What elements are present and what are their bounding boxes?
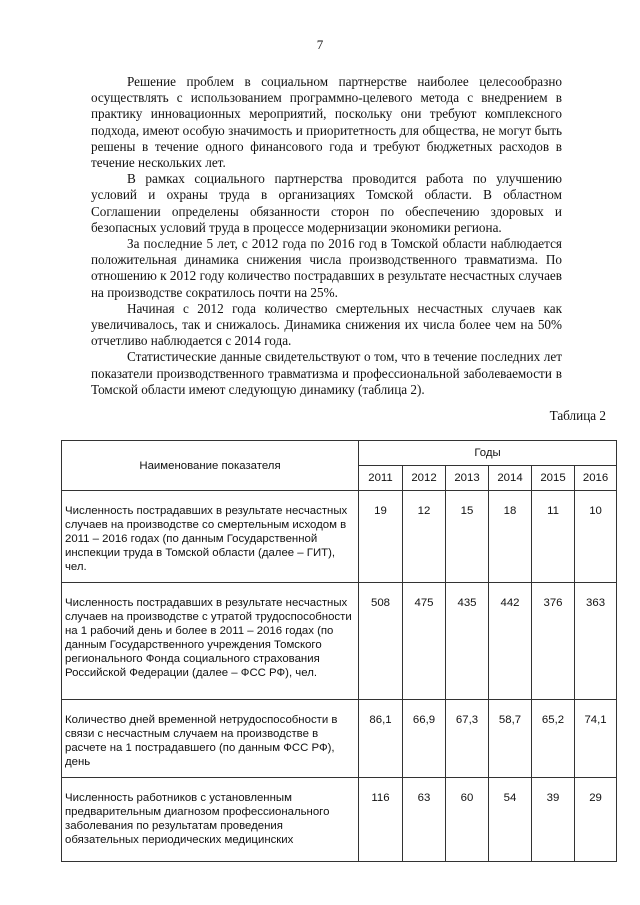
page-number: 7 (316, 37, 324, 52)
year-cell: 2015 (532, 466, 575, 491)
value-cell: 74,1 (575, 700, 617, 778)
value-cell: 11 (532, 491, 575, 583)
value-cell: 86,1 (359, 700, 403, 778)
value-cell: 65,2 (532, 700, 575, 778)
value-cell: 58,7 (489, 700, 532, 778)
value-cell: 363 (575, 583, 617, 700)
table-header-row (62, 441, 617, 466)
value-cell: 66,9 (403, 700, 446, 778)
value-cell: 475 (403, 583, 446, 700)
row-name: Количество дней временной нетрудоспособности в связи с несчастным случаем на производстве в расчете на 1 пострадавшего (по данным ФСС РФ), день (62, 700, 359, 778)
value-cell: 18 (489, 491, 532, 583)
paragraph: Статистические данные свидетельствуют о том, что в течение последних лет показатели производственного травматизма и профессиональной заболеваемости в Томской области имеют следующую динамику (таблица 2). (91, 349, 562, 397)
year-cell: 2011 (359, 466, 403, 491)
row-name: Численность пострадавших в результате несчастных случаев на производстве со смертельным исходом в 2011 – 2016 годах (по данным Государственной инспекции труда в Томской области (далее – ГИТ), чел. (62, 491, 359, 583)
header-years: Годы (359, 441, 617, 466)
value-cell: 39 (532, 778, 575, 862)
table-row (62, 700, 617, 778)
value-cell: 12 (403, 491, 446, 583)
value-cell: 60 (446, 778, 489, 862)
value-cell: 435 (446, 583, 489, 700)
value-cell: 442 (489, 583, 532, 700)
value-cell: 29 (575, 778, 617, 862)
paragraph: За последние 5 лет, с 2012 года по 2016 год в Томской области наблюдается положительная динамика снижения числа производственного травматизма. По отношению к 2012 году количество пострадавших в результате несчастных случаев на производстве сократилось почти на 25%. (91, 236, 562, 300)
row-name: Численность работников с установленным предварительным диагнозом профессионального заболевания по результатам проведения обязательных периодических медицинских (62, 778, 359, 862)
paragraph: Решение проблем в социальном партнерстве наиболее целесообразно осуществлять с использованием программно-целевого метода с внедрением в практику инновационных мероприятий, поскольку они требуют комплексного подхода, имеют особую значимость и приоритетность для общества, не могут быть решены в течение одного финансового года и требуют бюджетных расходов в течение нескольких лет. (91, 74, 562, 171)
year-cell: 2013 (446, 466, 489, 491)
value-cell: 508 (359, 583, 403, 700)
row-name: Численность пострадавших в результате несчастных случаев на производстве с утратой трудоспособности на 1 рабочий день и более в 2011 – 2016 годах (по данным Государственного учреждения Томского регионального Фонда социального страхования Российской Федерации (далее – ФСС РФ), чел. (62, 583, 359, 700)
table-row (62, 778, 617, 862)
value-cell: 116 (359, 778, 403, 862)
value-cell: 15 (446, 491, 489, 583)
paragraph: Начиная с 2012 года количество смертельных несчастных случаев как увеличивалось, так и снижалось. Динамика снижения их числа более чем на 50% отчетливо наблюдается с 2014 года. (91, 300, 562, 349)
year-cell: 2014 (489, 466, 532, 491)
header-indicator-name: Наименование показателя (62, 441, 359, 491)
table-row (62, 583, 617, 700)
table-caption: Таблица 2 (549, 408, 606, 423)
year-cell: 2012 (403, 466, 446, 491)
year-cell: 2016 (575, 466, 617, 491)
value-cell: 67,3 (446, 700, 489, 778)
table-row (62, 491, 617, 583)
value-cell: 54 (489, 778, 532, 862)
value-cell: 63 (403, 778, 446, 862)
statistics-table (61, 440, 617, 862)
body-text (91, 74, 562, 398)
value-cell: 376 (532, 583, 575, 700)
value-cell: 19 (359, 491, 403, 583)
paragraph: В рамках социального партнерства проводится работа по улучшению условий и охраны труда в организациях Томской области. В областном Соглашении определены обязанности сторон по обеспечению здоровых и безопасных условий труда в процессе модернизации экономики региона. (91, 171, 562, 235)
value-cell: 10 (575, 491, 617, 583)
